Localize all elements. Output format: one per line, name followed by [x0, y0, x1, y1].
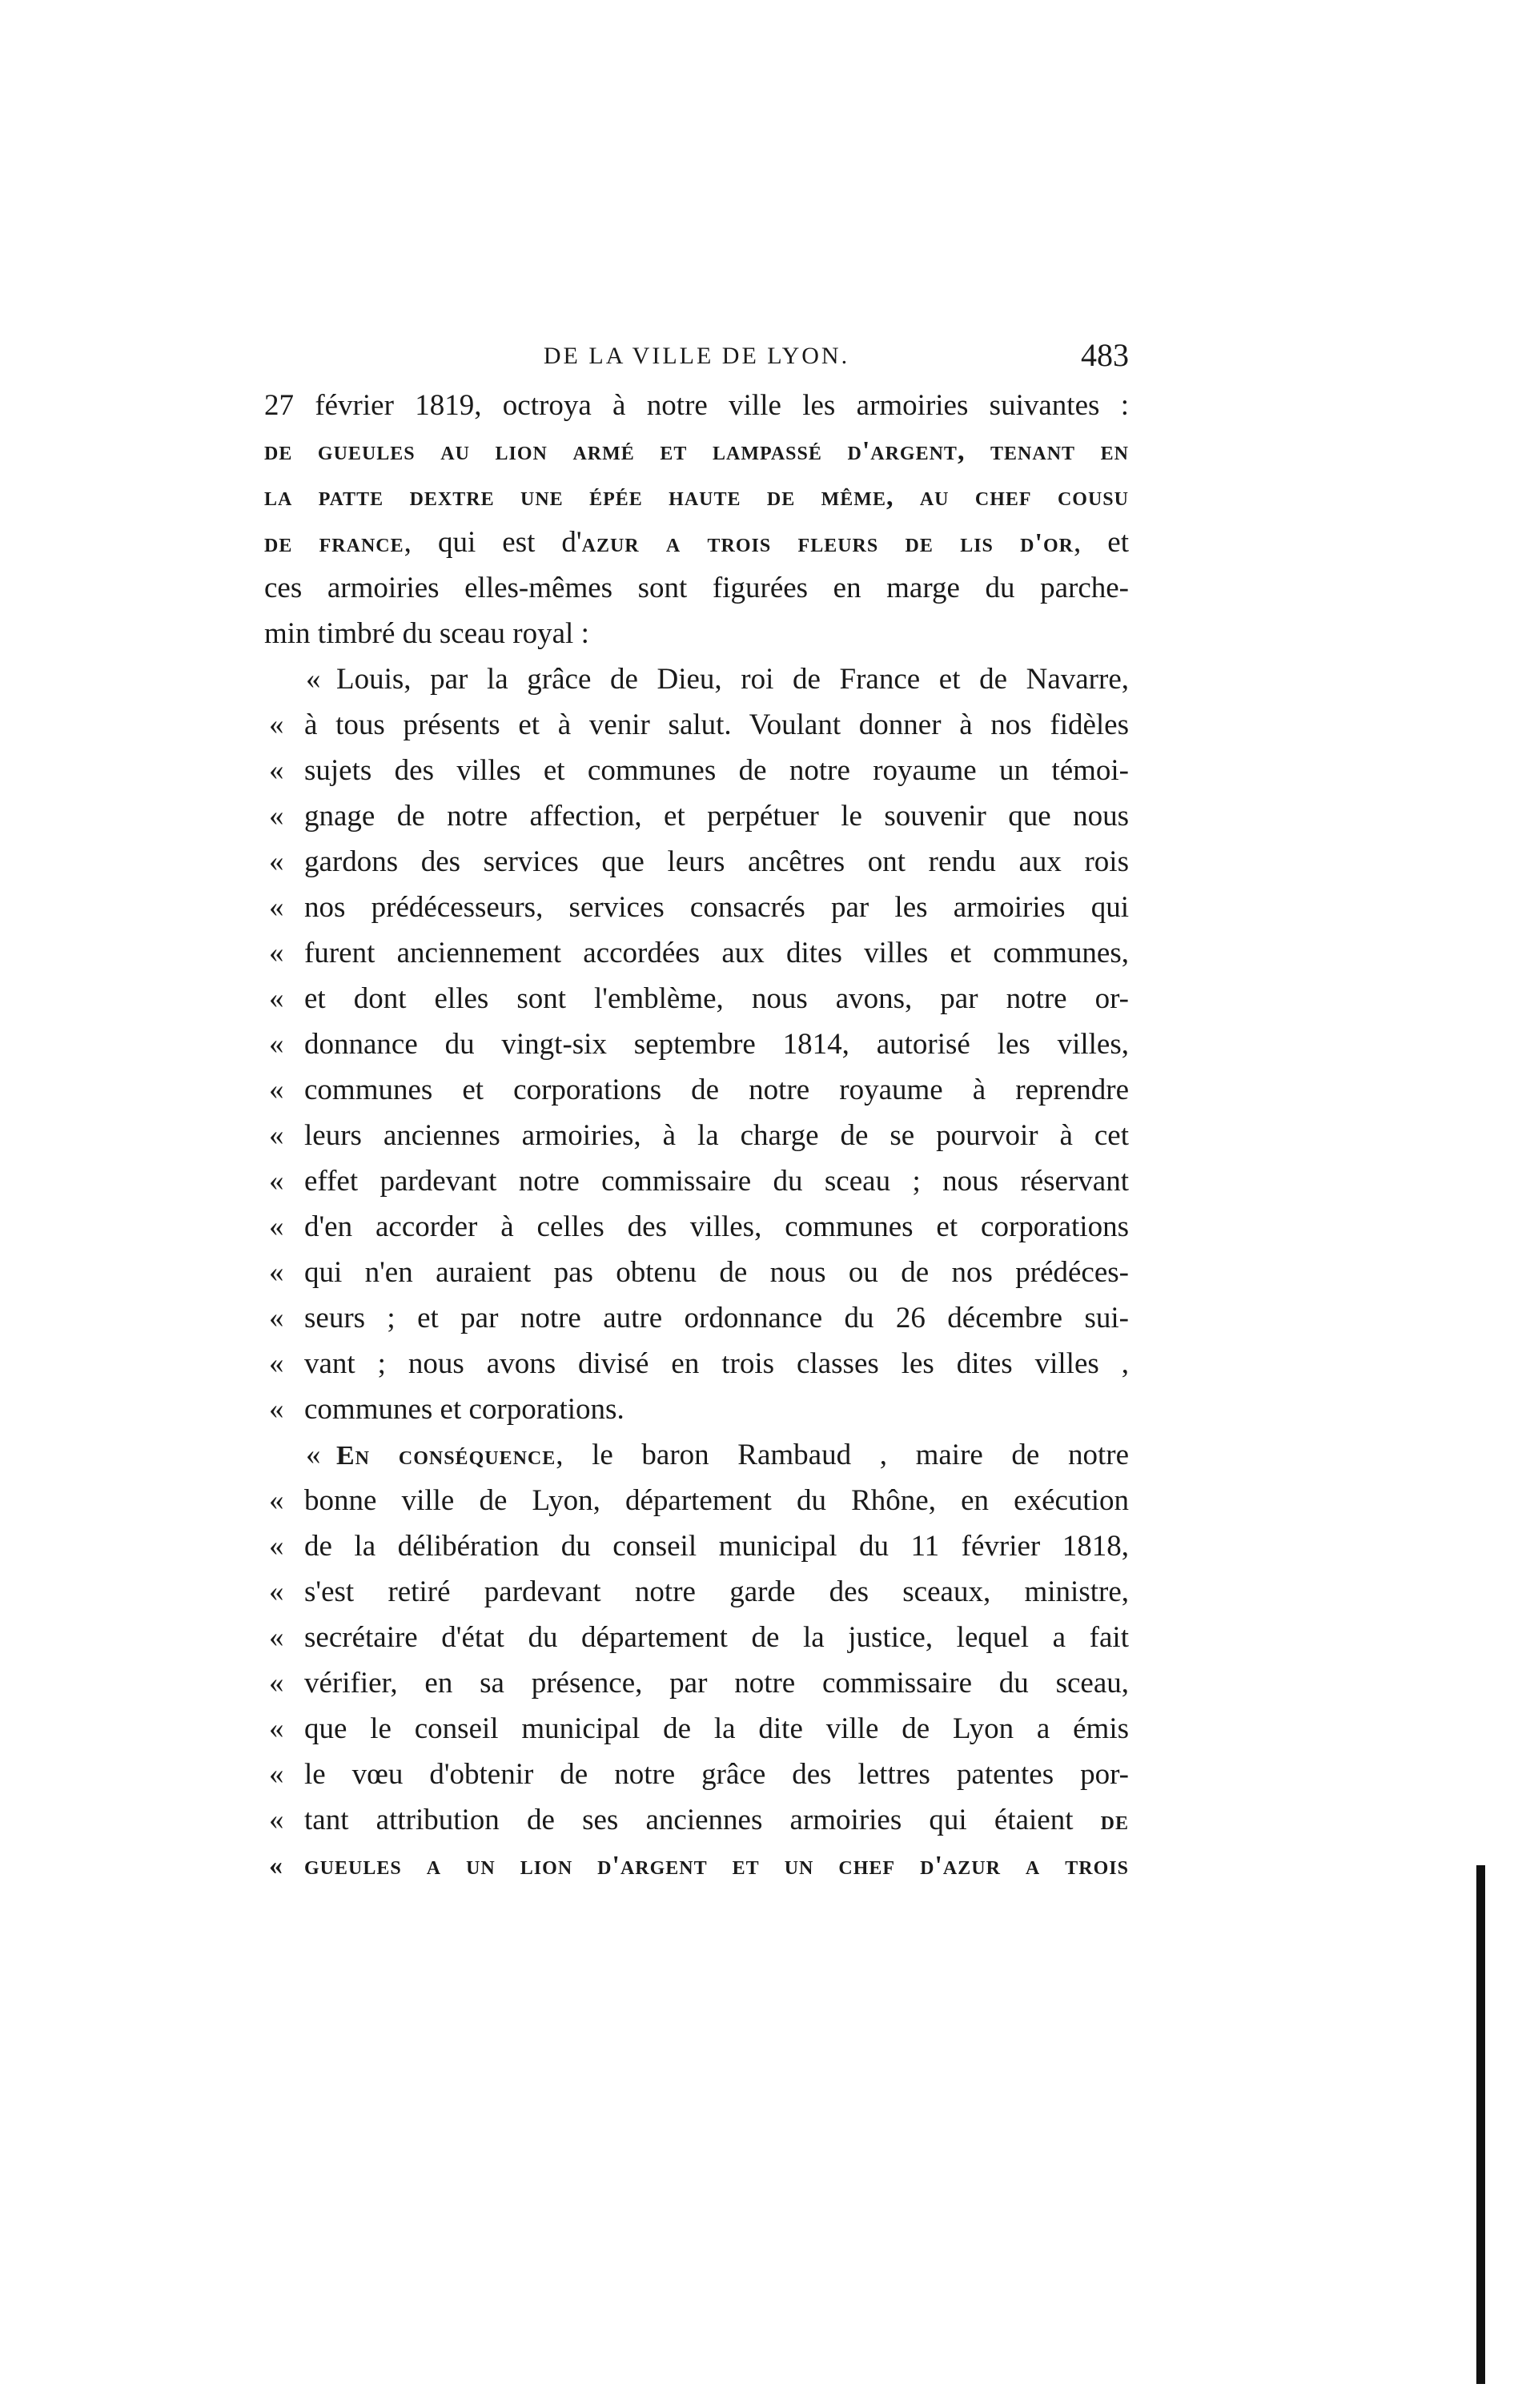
quote-line	[264, 656, 1129, 702]
quote-text: vérifier, en sa présence, par notre commissaire du sceau,	[304, 1667, 1129, 1700]
quote-text: bonne ville de Lyon, département du Rhône, en exécution	[304, 1484, 1129, 1517]
quote-line	[264, 1752, 1129, 1797]
quote-text: gnage de notre affection, et perpétuer le souvenir que nous	[304, 800, 1129, 833]
quote-text: furent anciennement accordées aux dites villes et communes,	[304, 937, 1129, 969]
quote-line	[264, 885, 1129, 930]
quote-line	[264, 1615, 1129, 1660]
quote-line	[264, 1660, 1129, 1706]
quote-mark: «	[306, 663, 321, 696]
quote-mark: «	[269, 1119, 284, 1152]
quote-line	[264, 1295, 1129, 1341]
quote-text: le vœu d'obtenir de notre grâce des lettres patentes por-	[304, 1758, 1129, 1791]
quote-mark: «	[269, 1667, 284, 1700]
quote-text: s'est retiré pardevant notre garde des sceaux, ministre,	[304, 1575, 1129, 1608]
quote-line	[264, 702, 1129, 748]
quote-mark: «	[269, 1851, 283, 1880]
quote-text: gardons des services que leurs ancêtres ont rendu aux rois	[304, 845, 1129, 878]
quote-line	[264, 1021, 1129, 1067]
quote-text: sujets des villes et communes de notre royaume un témoi-	[304, 754, 1129, 787]
smallcaps-fragment: En conséquence	[336, 1441, 556, 1471]
quote-line	[264, 1797, 1129, 1843]
running-head	[264, 336, 1129, 384]
quote-line	[264, 793, 1129, 839]
quote-mark: «	[306, 1439, 321, 1471]
quote-text: de la délibération du conseil municipal du 11 février 1818,	[304, 1530, 1129, 1563]
quote-text: communes et corporations.	[304, 1393, 624, 1426]
quote-line	[264, 1067, 1129, 1113]
quote-text: seurs ; et par notre autre ordonnance du 26 décembre sui-	[304, 1302, 1129, 1334]
quote-mark: «	[269, 1028, 284, 1061]
text-line-blazon: de gueules au lion armé et lampassé d'argent, tenant en	[264, 436, 1129, 466]
quote-line	[264, 1250, 1129, 1295]
text-line: min timbré du sceau royal :	[264, 617, 589, 650]
quote-text: gueules a un lion d'argent et un chef d'azur a trois	[304, 1851, 1129, 1880]
quote-mark: «	[269, 1210, 284, 1243]
quote-text: qui n'en auraient pas obtenu de nous ou de nos prédéces-	[304, 1256, 1129, 1289]
quote-mark: «	[269, 845, 284, 878]
quote-line	[264, 1432, 1129, 1478]
quote-line-blazon	[264, 1843, 1129, 1888]
quote-line	[264, 1158, 1129, 1204]
quote-mark: «	[269, 1575, 284, 1608]
quote-text: Louis, par la grâce de Dieu, roi de France et de Navarre,	[336, 663, 1129, 696]
quote-mark: «	[269, 1074, 284, 1106]
text-line: ces armoiries elles-mêmes sont figurées en marge du parche-	[264, 572, 1129, 604]
quote-line	[264, 1387, 1129, 1432]
running-title: DE LA VILLE DE LYON.	[543, 343, 850, 369]
quote-text: et dont elles sont l'emblème, nous avons, par notre or-	[304, 982, 1129, 1015]
quote-mark: «	[269, 800, 284, 833]
page-number: 483	[1081, 337, 1129, 373]
quote-mark: «	[269, 1256, 284, 1289]
blazon-fragment: azur a trois fleurs de lis d'or	[581, 528, 1074, 558]
quote-text: , le baron Rambaud , maire de notre	[556, 1439, 1129, 1471]
text-line: 27 février 1819, octroya à notre ville les armoiries suivantes :	[264, 389, 1129, 422]
quote-text: communes et corporations de notre royaume à reprendre	[304, 1074, 1129, 1106]
quote-mark: «	[269, 1302, 284, 1334]
body-text	[264, 383, 1129, 1888]
blazon-fragment: de	[1100, 1806, 1129, 1836]
quote-mark: «	[269, 1530, 284, 1563]
quote-text: leurs anciennes armoiries, à la charge de se pourvoir à cet	[304, 1119, 1129, 1152]
quote-text: effet pardevant notre commissaire du sceau ; nous réservant	[304, 1165, 1129, 1198]
quote-line	[264, 930, 1129, 976]
quote-mark: «	[269, 891, 284, 924]
quote-line	[264, 1523, 1129, 1569]
quote-mark: «	[269, 1165, 284, 1198]
quote-text: vant ; nous avons divisé en trois classes les dites villes ,	[304, 1347, 1129, 1380]
quote-text: nos prédécesseurs, services consacrés par les armoiries qui	[304, 891, 1129, 924]
quote-text: que le conseil municipal de la dite ville de Lyon a émis	[304, 1712, 1129, 1745]
quote-mark: «	[269, 1484, 284, 1517]
quote-mark: «	[269, 1712, 284, 1745]
quote-mark: «	[269, 708, 284, 741]
text-fragment: , et	[1073, 526, 1129, 559]
quote-mark: «	[269, 1393, 284, 1426]
quote-text: d'en accorder à celles des villes, communes et corporations	[304, 1210, 1129, 1243]
quote-text: secrétaire d'état du département de la justice, lequel a fait	[304, 1621, 1129, 1654]
quote-mark: «	[269, 1621, 284, 1654]
quote-line	[264, 1113, 1129, 1158]
quote-mark: «	[269, 754, 284, 787]
quote-text: donnance du vingt-six septembre 1814, autorisé les villes,	[304, 1028, 1129, 1061]
text-line	[264, 520, 1129, 565]
quote-line	[264, 1478, 1129, 1523]
quote-mark: «	[269, 937, 284, 969]
text-line-blazon: la patte dextre une épée haute de même, au chef cousu	[264, 482, 1129, 512]
quote-line	[264, 839, 1129, 885]
blazon-fragment: de france	[264, 528, 404, 558]
quote-mark: «	[269, 982, 284, 1015]
quote-text: tant attribution de ses anciennes armoiries qui étaient	[304, 1804, 1101, 1836]
quote-mark: «	[269, 1804, 284, 1836]
quote-line	[264, 1204, 1129, 1250]
quote-mark: «	[269, 1347, 284, 1380]
quote-line	[264, 976, 1129, 1021]
quote-line	[264, 1569, 1129, 1615]
quote-line	[264, 1706, 1129, 1752]
text-fragment: , qui est d'	[404, 526, 582, 559]
quote-text: à tous présents et à venir salut. Voulant donner à nos fidèles	[304, 708, 1129, 741]
quote-line	[264, 748, 1129, 793]
quote-line	[264, 1341, 1129, 1387]
margin-rule	[1476, 1865, 1485, 2384]
quote-mark: «	[269, 1758, 284, 1791]
